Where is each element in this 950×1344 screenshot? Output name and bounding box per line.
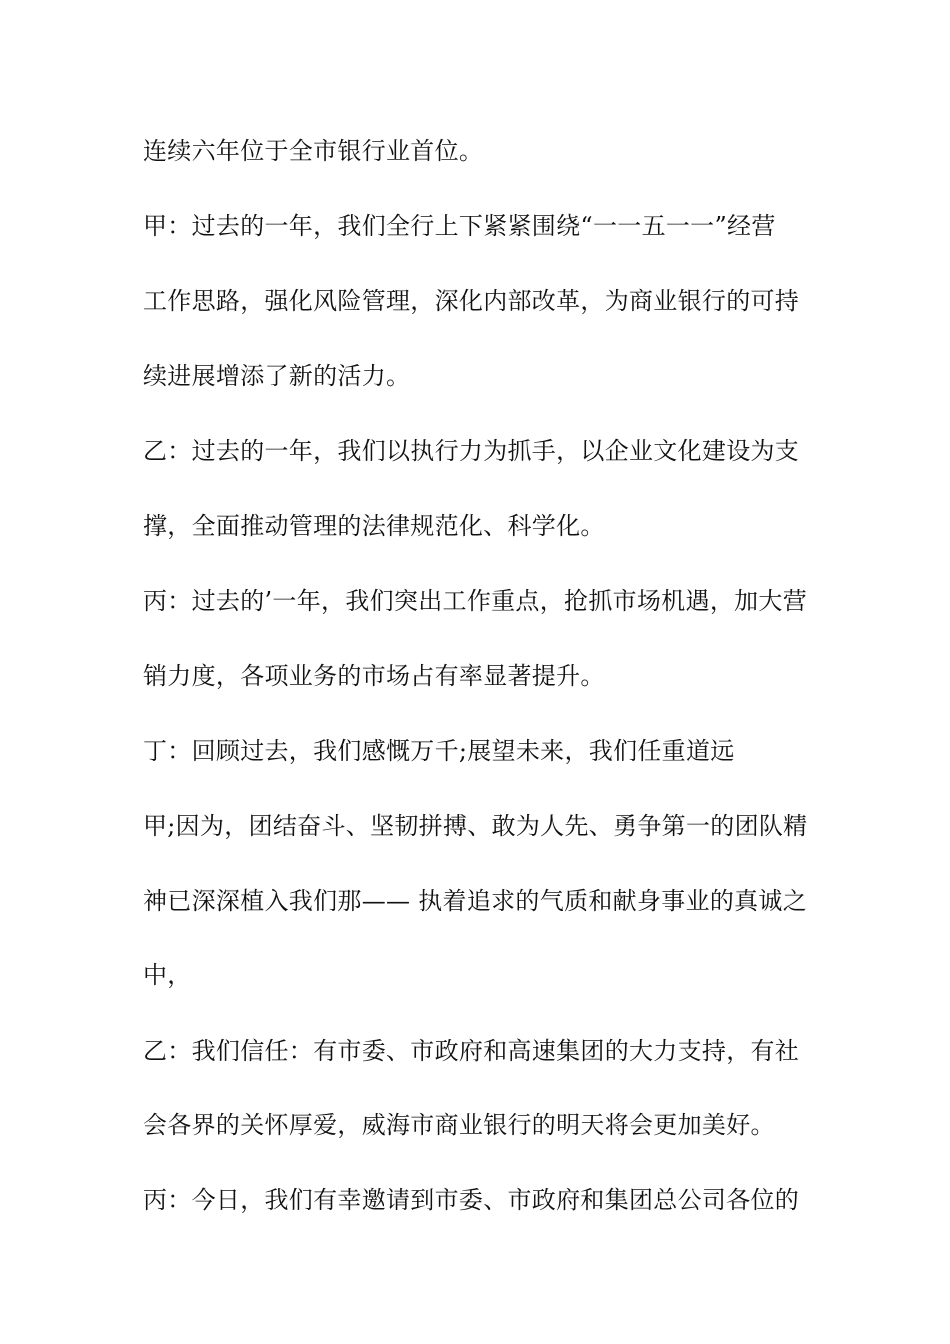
text-line-12: 中， <box>143 961 192 989</box>
text-line-7: 丙：过去的’一年，我们突出工作重点，抢抓市场机遇，加大营 <box>143 587 808 615</box>
text-line-5: 乙：过去的一年，我们以执行力为抓手，以企业文化建设为支 <box>143 437 800 465</box>
text-line-8: 销力度，各项业务的市场占有率显著提升。 <box>143 662 605 690</box>
text-line-6: 撑，全面推动管理的法律规范化、科学化。 <box>143 512 605 540</box>
text-line-10: 甲;因为，团结奋斗、坚韧拼搏、敢为人先、勇争第一的团队精 <box>143 812 808 840</box>
text-line-13: 乙：我们信任：有市委、市政府和高速集团的大力支持，有社 <box>143 1037 800 1065</box>
text-line-2: 甲：过去的一年，我们全行上下紧紧围绕“一一五一一”经营 <box>143 212 776 240</box>
text-line-15: 丙：今日，我们有幸邀请到市委、市政府和集团总公司各位的 <box>143 1186 800 1214</box>
text-line-14: 会各界的关怀厚爱，威海市商业银行的明天将会更加美好。 <box>143 1111 775 1139</box>
text-line-1: 连续六年位于全市银行业首位。 <box>143 137 484 165</box>
text-line-9: 丁：回顾过去，我们感慨万千;展望未来，我们任重道远 <box>143 737 735 765</box>
text-line-3: 工作思路，强化风险管理，深化内部改革，为商业银行的可持 <box>143 287 800 315</box>
text-line-11: 神已深深植入我们那—— 执着追求的气质和献身事业的真诚之 <box>143 887 808 915</box>
text-line-4: 续进展增添了新的活力。 <box>143 362 411 390</box>
